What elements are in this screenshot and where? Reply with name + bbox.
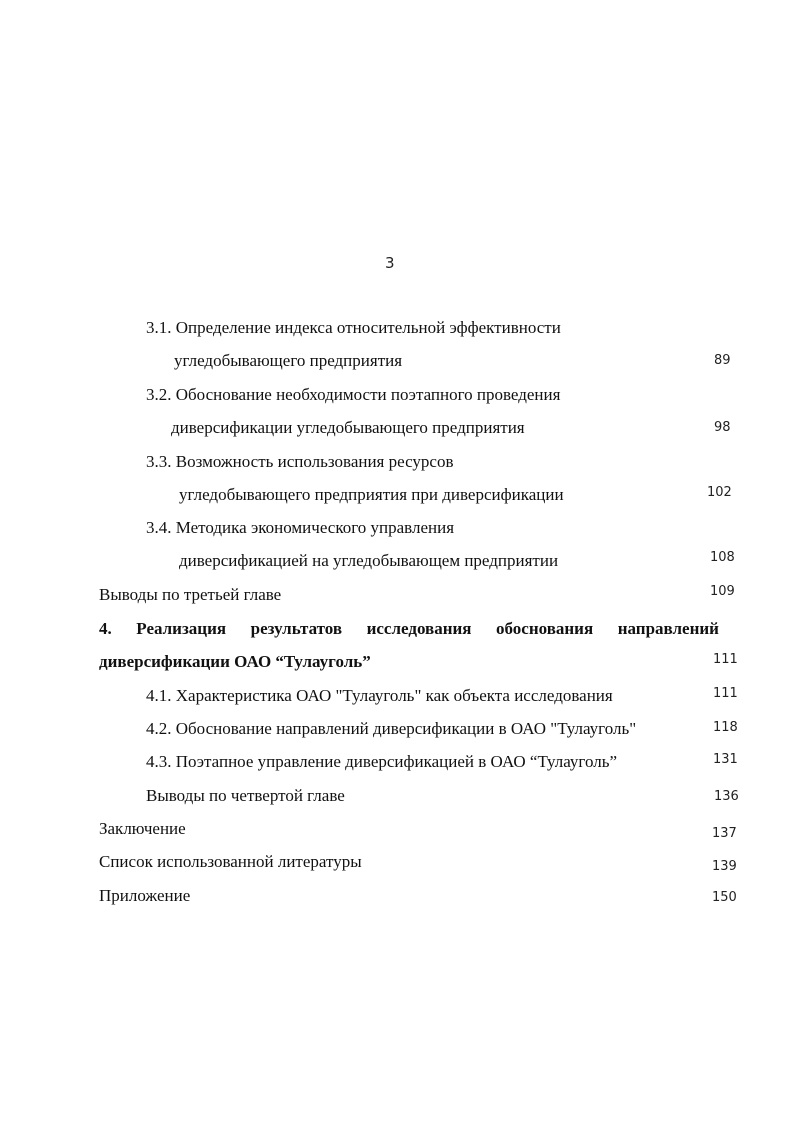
toc-chapter-3-conclusions-page: 109 [710,584,735,599]
toc-conclusion: Заключение [99,819,186,838]
toc-3-3-line-1: 3.3. Возможность использования ресурсов [146,452,454,471]
toc-chapter-4-page: 111 [713,652,738,667]
toc-chapter-4-heading-line-1 [99,619,719,639]
toc-references: Список использованной литературы [99,852,362,871]
toc-4-2-page: 118 [713,720,738,735]
toc-chapter-4-conclusions-page: 136 [714,789,739,804]
toc-4-1: 4.1. Характеристика ОАО "Тулауголь" как объекта исследования [146,686,613,705]
toc-chapter-4-conclusions: Выводы по четвертой главе [146,786,345,805]
page-number: 3 [385,254,395,272]
chapter-4-word-3: результатов [250,619,343,638]
toc-3-2-line-1: 3.2. Обоснование необходимости поэтапного проведения [146,385,561,404]
toc-appendix-page: 150 [712,890,737,905]
toc-4-3: 4.3. Поэтапное управление диверсификацией в ОАО “Тулауголь” [146,752,618,771]
toc-references-page: 139 [712,859,737,874]
toc-chapter-4-heading-line-2: диверсификации ОАО “Тулауголь” [99,652,371,671]
chapter-4-word-5: обоснования [496,619,594,638]
chapter-4-word-4: исследования [366,619,472,638]
toc-conclusion-page: 137 [712,826,737,841]
toc-4-2: 4.2. Обоснование направлений диверсификации в ОАО "Тулауголь" [146,719,637,738]
toc-3-2-page: 98 [714,420,731,435]
toc-3-3-line-2: угледобывающего предприятия при диверсификации [179,485,564,504]
toc-4-3-page: 131 [713,752,738,767]
chapter-4-word-1: 4. [99,619,112,638]
toc-3-1-page: 89 [714,353,731,368]
toc-appendix: Приложение [99,886,191,905]
toc-chapter-3-conclusions: Выводы по третьей главе [99,585,282,604]
toc-3-4-line-1: 3.4. Методика экономического управления [146,518,455,537]
chapter-4-word-2: Реализация [136,619,227,638]
toc-3-3-page: 102 [707,485,732,500]
toc-3-4-page: 108 [710,550,735,565]
toc-3-2-line-2: диверсификации угледобывающего предприятия [171,418,525,437]
toc-3-4-line-2: диверсификацией на угледобывающем предприятии [179,551,559,570]
toc-3-1-line-2: угледобывающего предприятия [174,351,403,370]
toc-3-1-line-1: 3.1. Определение индекса относительной эффективности [146,318,561,337]
toc-4-1-page: 111 [713,686,738,701]
chapter-4-word-6: направлений [617,619,719,638]
